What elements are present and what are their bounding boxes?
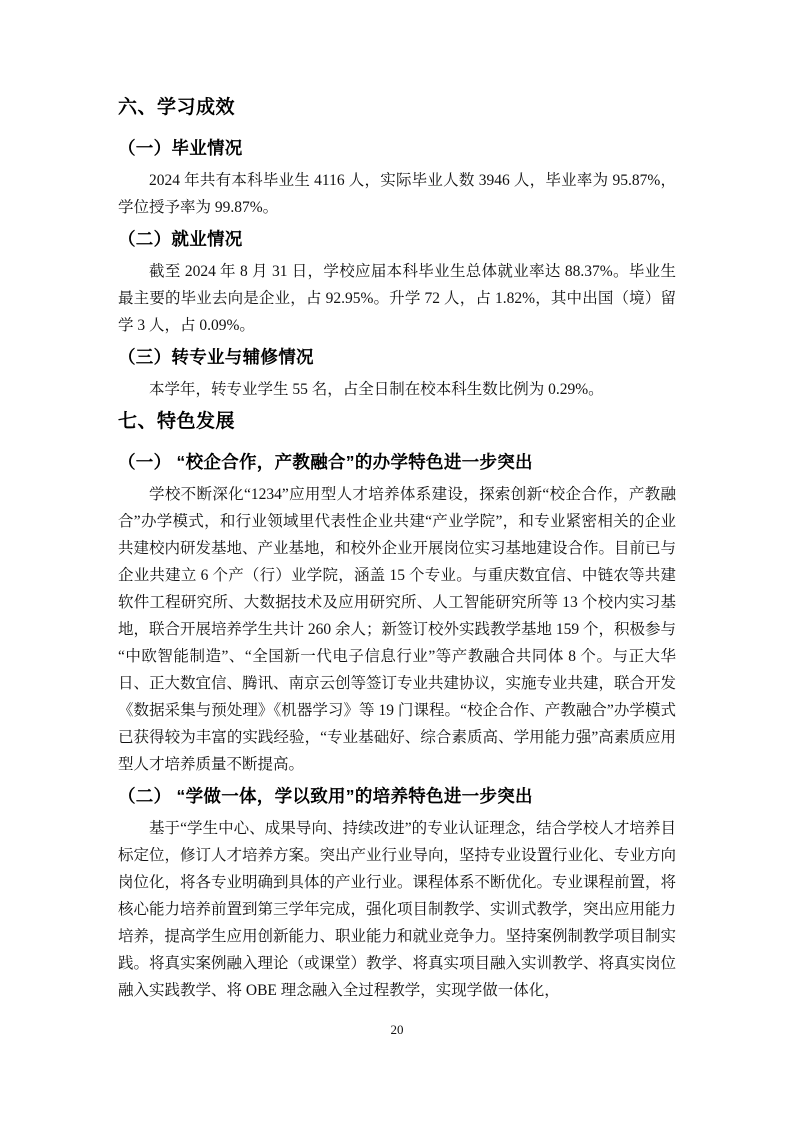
- section-heading-characteristic-development: 七、特色发展: [118, 411, 236, 432]
- paragraph-school-enterprise-cooperation: 学校不断深化“1234”应用型人才培养体系建设，探索创新“校企合作，产教融合”办学模式，和行业领域里代表性企业共建“产业学院”，和专业紧密相关的企业共建校内研发基地、产业基地，和校外企业开展岗位实习基地建设合作。目前已与企业共建立 6 个产（行）业学院，涵盖 15 个专业。与重庆数宜信、中链农等共建软件工程研究所、大数据技术及应用研究所、人工智能研究所等 13 个校内实习基地，联合开展培养学生共计 260 余人；新签订校外实践教学基地 159 个，积极参与“中欧智能制造”、“全国新一代电子信息行业”等产教融合共同体 8 个。与正大华日、正大数宜信、腾讯、南京云创等签订专业共建协议，实施专业共建，联合开发《数据采集与预处理》《机器学习》等 19 门课程。“校企合作、产教融合”办学模式已获得较为丰富的实践经验，“专业基础好、综合素质高、学用能力强”高素质应用型人才培养质量不断提高。: [118, 486, 677, 773]
- subsection-heading-graduation: （一）毕业情况: [118, 138, 243, 158]
- paragraph-major-transfer: 本学年，转专业学生 55 名，占全日制在校本科生数比例为 0.29%。: [149, 381, 604, 398]
- paragraph-employment: 截至 2024 年 8 月 31 日，学校应届本科毕业生总体就业率达 88.37%。毕业生最主要的毕业去向是企业，占 92.95%。升学 72 人，占 1.82%，其中出国（境）留学 3 人，占 0.09%。: [118, 263, 676, 334]
- paragraph-graduation: 2024 年共有本科毕业生 4116 人，实际毕业人数 3946 人，毕业率为 95.87%，学位授予率为 99.87%。: [118, 172, 676, 216]
- paragraph-learning-doing-integration: 基于“学生中心、成果导向、持续改进”的专业认证理念，结合学校人才培养目标定位，修订人才培养方案。突出产业行业导向，坚持专业设置行业化、专业方向岗位化，将各专业明确到具体的产业行业。课程体系不断优化。专业课程前置，将核心能力培养前置到第三学年完成，强化项目制教学、实训式教学，突出应用能力培养，提高学生应用创新能力、职业能力和就业竞争力。坚持案例制教学项目制实践。将真实案例融入理论（或课堂）教学、将真实项目融入实训教学、将真实岗位融入实践教学、将 OBE 理念融入全过程教学，实现学做一体化，: [118, 820, 677, 999]
- subsection-heading-learning-doing-integration: （二） “学做一体，学以致用”的培养特色进一步突出: [118, 786, 533, 806]
- subsection-heading-major-transfer: （三）转专业与辅修情况: [118, 347, 314, 367]
- subsection-heading-employment: （二）就业情况: [118, 229, 243, 249]
- subsection-heading-school-enterprise-cooperation: （一） “校企合作，产教融合”的办学特色进一步突出: [118, 452, 533, 472]
- page-number: 20: [390, 1022, 404, 1037]
- section-heading-learning-outcomes: 六、学习成效: [118, 97, 236, 118]
